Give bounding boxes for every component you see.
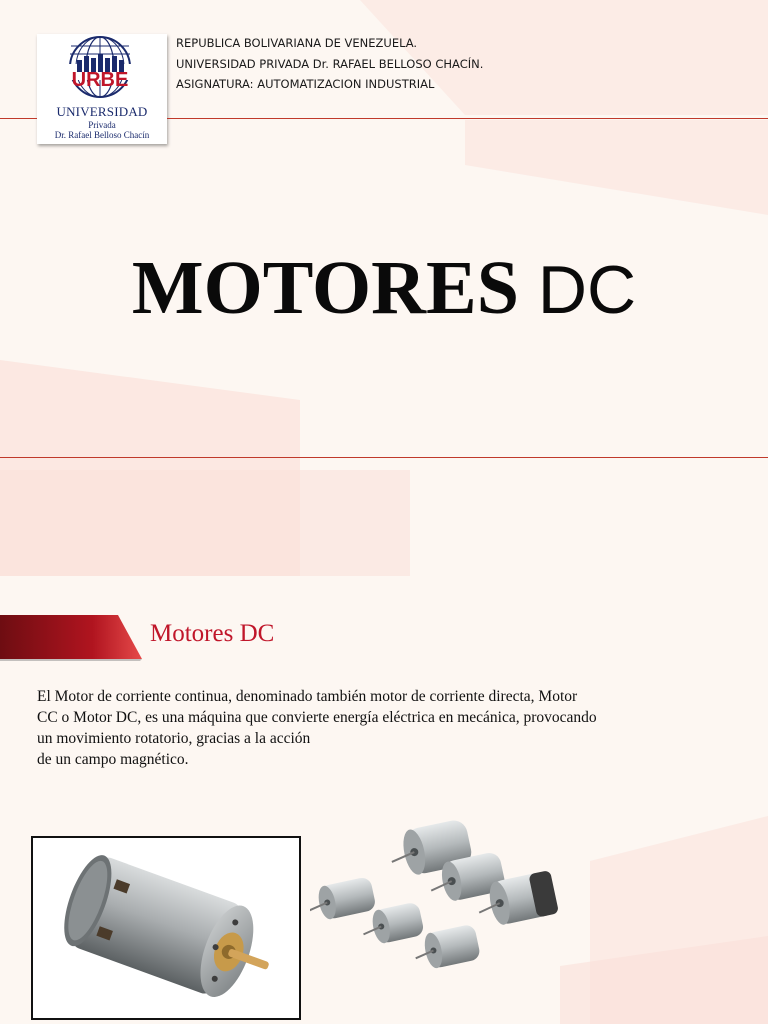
divider-top-left [0, 118, 37, 119]
divider-top-right [167, 118, 768, 119]
logo-sub-name: Dr. Rafael Belloso Chacín [54, 130, 150, 140]
logo-university-name: UNIVERSIDAD [56, 104, 148, 119]
header-line-subject: ASIGNATURA: AUTOMATIZACION INDUSTRIAL [176, 77, 435, 91]
motor-illustration [33, 838, 299, 1018]
paragraph-line: de un campo magnético. [37, 751, 189, 768]
university-logo [37, 34, 167, 144]
section-banner [0, 615, 145, 661]
small-dc-motors-photo [310, 815, 570, 980]
globe-icon [37, 34, 167, 104]
paragraph-line: CC o Motor DC, es una máquina que convierte energía eléctrica en mecánica, provocando [37, 709, 597, 726]
header-text [176, 33, 483, 95]
page-title [0, 245, 768, 332]
divider-bottom [0, 457, 768, 458]
dc-motor-photo [31, 836, 301, 1020]
header-line-university: UNIVERSIDAD PRIVADA Dr. RAFAEL BELLOSO CHACÍN. [176, 56, 484, 71]
small-motors-illustration [310, 815, 570, 980]
paragraph-line: El Motor de corriente continua, denominado también motor de corriente directa, Motor [37, 688, 578, 705]
paragraph-line: un movimiento rotatorio, gracias a la acción [37, 730, 311, 747]
logo-acronym: URBE [71, 69, 129, 91]
section-heading: Motores DC [150, 620, 275, 647]
header-line-country: REPUBLICA BOLIVARIANA DE VENEZUELA. [176, 36, 418, 50]
section-paragraph [37, 686, 677, 770]
title-part-dc: DC [519, 252, 637, 328]
logo-sub-private: Privada [88, 120, 116, 130]
title-part-motores: MOTORES [131, 246, 519, 330]
